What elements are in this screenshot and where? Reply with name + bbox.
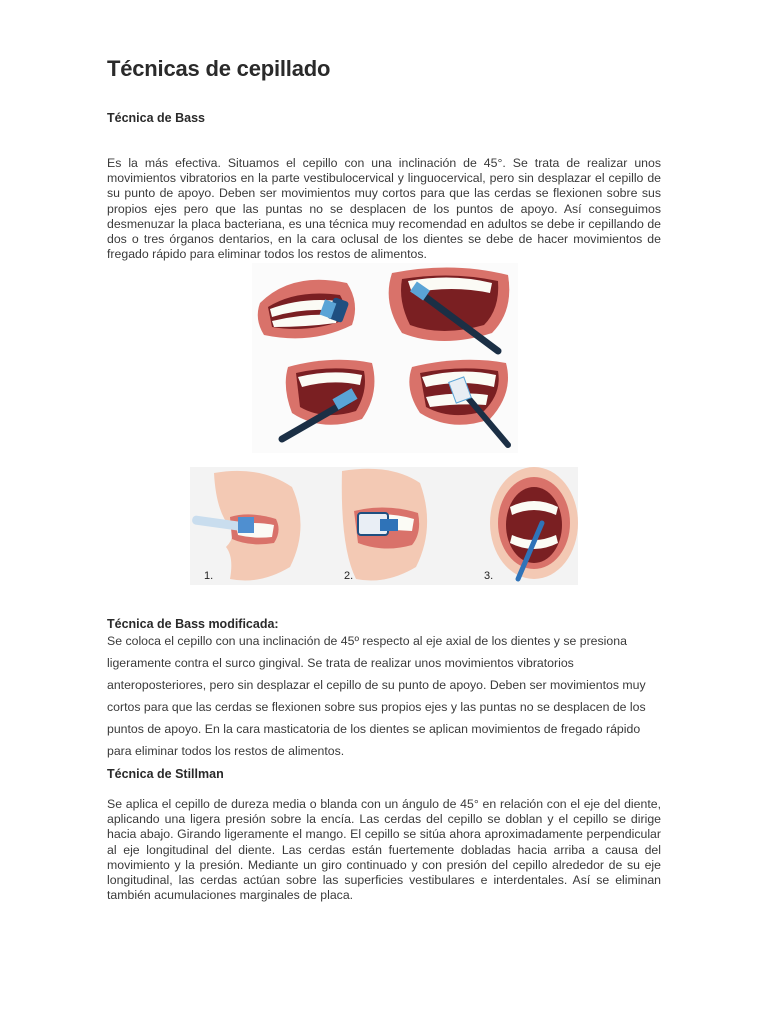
step-label-3: 3. bbox=[484, 570, 494, 582]
section-body-bass: Es la más efectiva. Situamos el cepillo con una inclinación de 45°. Se trata de realizar unos movimientos vibratorios en la parte vestibulocervical y linguocervical, pero sin desplazar el cepillo de su punto de apoyo. Deben ser movimientos muy cortos para que las cerdas se flexionen sobre sus propios ejes pero que las puntas no se desplacen de los puntos de apoyo. Así conseguimos desmenuzar la placa bacteriana, es una técnica muy recomendad en adultos se debe ir cepillando de dos o tres órganos dentarios, en la cara oclusal de los dientes se debe de hacer movimientos de fregado rápido para eliminar todos los restos de alimentos. bbox=[107, 156, 661, 262]
mouth-illustration-4 bbox=[409, 360, 508, 445]
step-illustration-3 bbox=[490, 467, 578, 579]
section-body-stillman: Se aplica el cepillo de dureza media o blanda con un ángulo de 45° en relación con el eje del diente, aplicando una ligera presión sobre la encía. Las cerdas del cepillo se doblan y el cepillo se dirige hacia abajo. Girando ligeramente el mango. El cepillo se sitúa ahora aproximadamente perpendicular al eje longitudinal del diente. Las cerdas están fuertemente dobladas hacia arriba a causa del movimiento y la presión. Mediante un giro continuado y con presión del cepillo alrededor de su eje longitudinal, las cerdas actúan sobre las superficies vestibulares e interdentales. Así se eliminan también acumulaciones marginales de placa. bbox=[107, 797, 661, 903]
section-heading-bass: Técnica de Bass bbox=[107, 111, 205, 125]
section-heading-bass-modificada: Técnica de Bass modificada: bbox=[107, 617, 279, 631]
mouth-illustration-2 bbox=[389, 267, 510, 351]
section-heading-stillman: Técnica de Stillman bbox=[107, 767, 224, 781]
step-illustration-2 bbox=[342, 469, 427, 581]
step-label-2: 2. bbox=[344, 570, 354, 582]
mouth-illustration-1 bbox=[258, 280, 355, 339]
step-illustration-1 bbox=[192, 471, 301, 581]
mouth-illustration-3 bbox=[282, 360, 374, 439]
illustration-bass-technique-grid bbox=[252, 263, 518, 453]
step-label-1: 1. bbox=[204, 570, 214, 582]
illustration-bass-steps bbox=[190, 467, 578, 585]
section-body-bass-modificada: Se coloca el cepillo con una inclinación de 45º respecto al eje axial de los dientes y se presiona ligeramente contra el surco gingival. Se trata de realizar unos movimientos vibratorios anteroposteriores, pero sin desplazar el cepillo de su punto de apoyo. Deben ser movimientos muy cortos para que las cerdas se flexionen sobre sus propios ejes y las puntas no se desplacen de los puntos de apoyo. En la cara masticatoria de los dientes se aplican movimientos de fregado rápido para eliminar todos los restos de alimentos. bbox=[107, 634, 646, 758]
page-title: Técnicas de cepillado bbox=[107, 56, 331, 81]
